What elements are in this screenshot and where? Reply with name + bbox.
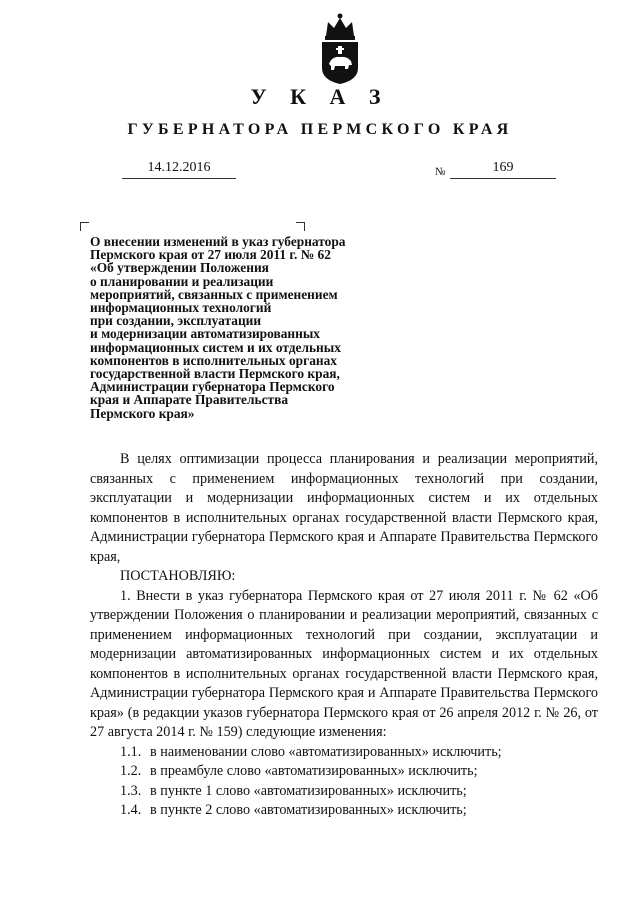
list-item-number: 1.1. — [120, 743, 142, 760]
heading-line: информационных технологий — [90, 300, 272, 316]
list-item-text: в наименовании слово «автоматизированных» исключить; — [150, 743, 502, 760]
decree-word: ПОСТАНОВЛЯЮ: — [120, 568, 236, 584]
heading-corner-left — [80, 222, 89, 231]
number-label: № — [435, 166, 446, 178]
list-item — [90, 762, 598, 782]
heading-line: О внесении изменений в указ губернатора — [90, 234, 346, 249]
coat-of-arms-icon — [318, 12, 362, 86]
heading-line: о планировании и реализации — [90, 273, 274, 289]
document-title: У К А З — [250, 84, 390, 109]
heading-line: государственной власти Пермского края, — [90, 366, 340, 382]
heading-line: компонентов в исполнительных органах — [90, 352, 337, 368]
heading-line: края и Аппарате Правительства — [90, 392, 289, 408]
heading-corner-right — [296, 222, 305, 231]
heading-line: информационных систем и их отдельных — [90, 339, 341, 355]
list-item-text: в пункте 2 слово «автоматизированных» исключить; — [150, 802, 467, 818]
list-item — [90, 782, 598, 802]
heading-line: «Об утверждении Положения — [90, 260, 269, 276]
preamble-paragraph: В целях оптимизации процесса планирования и реализации мероприятий, связанных с применением информационных технологий при создании, эксплуатации и модернизации информационных систем и их отдельных компонентов в исполнительных органах государственной власти Пермского края, Администрации губернатора Пермского края и Аппарате Правительства Пермского края, — [90, 451, 598, 565]
heading-line: Пермского края от 27 июля 2011 г. № 62 — [90, 247, 331, 263]
heading-line: мероприятий, связанных с применением — [90, 286, 338, 302]
list-item-number: 1.4. — [120, 802, 142, 818]
document-date: 14.12.2016 — [122, 160, 236, 179]
document-body — [90, 450, 598, 821]
heading-line: при создании, эксплуатации — [90, 313, 262, 329]
document-heading — [90, 235, 390, 420]
heading-line: и модернизации автоматизированных — [90, 326, 320, 342]
list-item — [90, 801, 598, 821]
list-item — [90, 743, 598, 763]
list-item-number: 1.3. — [120, 782, 142, 799]
document-subtitle: ГУБЕРНАТОРА ПЕРМСКОГО КРАЯ — [127, 121, 513, 138]
list-item-text: в пункте 1 слово «автоматизированных» исключить; — [150, 782, 467, 799]
list-item-number: 1.2. — [120, 763, 142, 779]
document-number: 169 — [450, 160, 556, 179]
heading-line: Пермского края» — [90, 405, 195, 421]
list-item-text: в преамбуле слово «автоматизированных» исключить; — [150, 763, 478, 779]
item-1-paragraph: 1. Внести в указ губернатора Пермского края от 27 июля 2011 г. № 62 «Об утверждении Положения о планировании и реализации мероприятий, связанных с применением информационных технологий при создании, эксплуатации и модернизации автоматизированных информационных систем и их отдельных компонентов в исполнительных органах государственной власти Пермского края, Администрации губернатора Пермского края и Аппарате Правительства Пермского края» (в редакции указов губернатора Пермского края от 26 апреля 2012 г. № 26, от 27 августа 2014 г. № 159) следующие изменения: — [90, 587, 598, 740]
heading-line: Администрации губернатора Пермского — [90, 379, 335, 395]
subitems-list — [90, 743, 598, 821]
